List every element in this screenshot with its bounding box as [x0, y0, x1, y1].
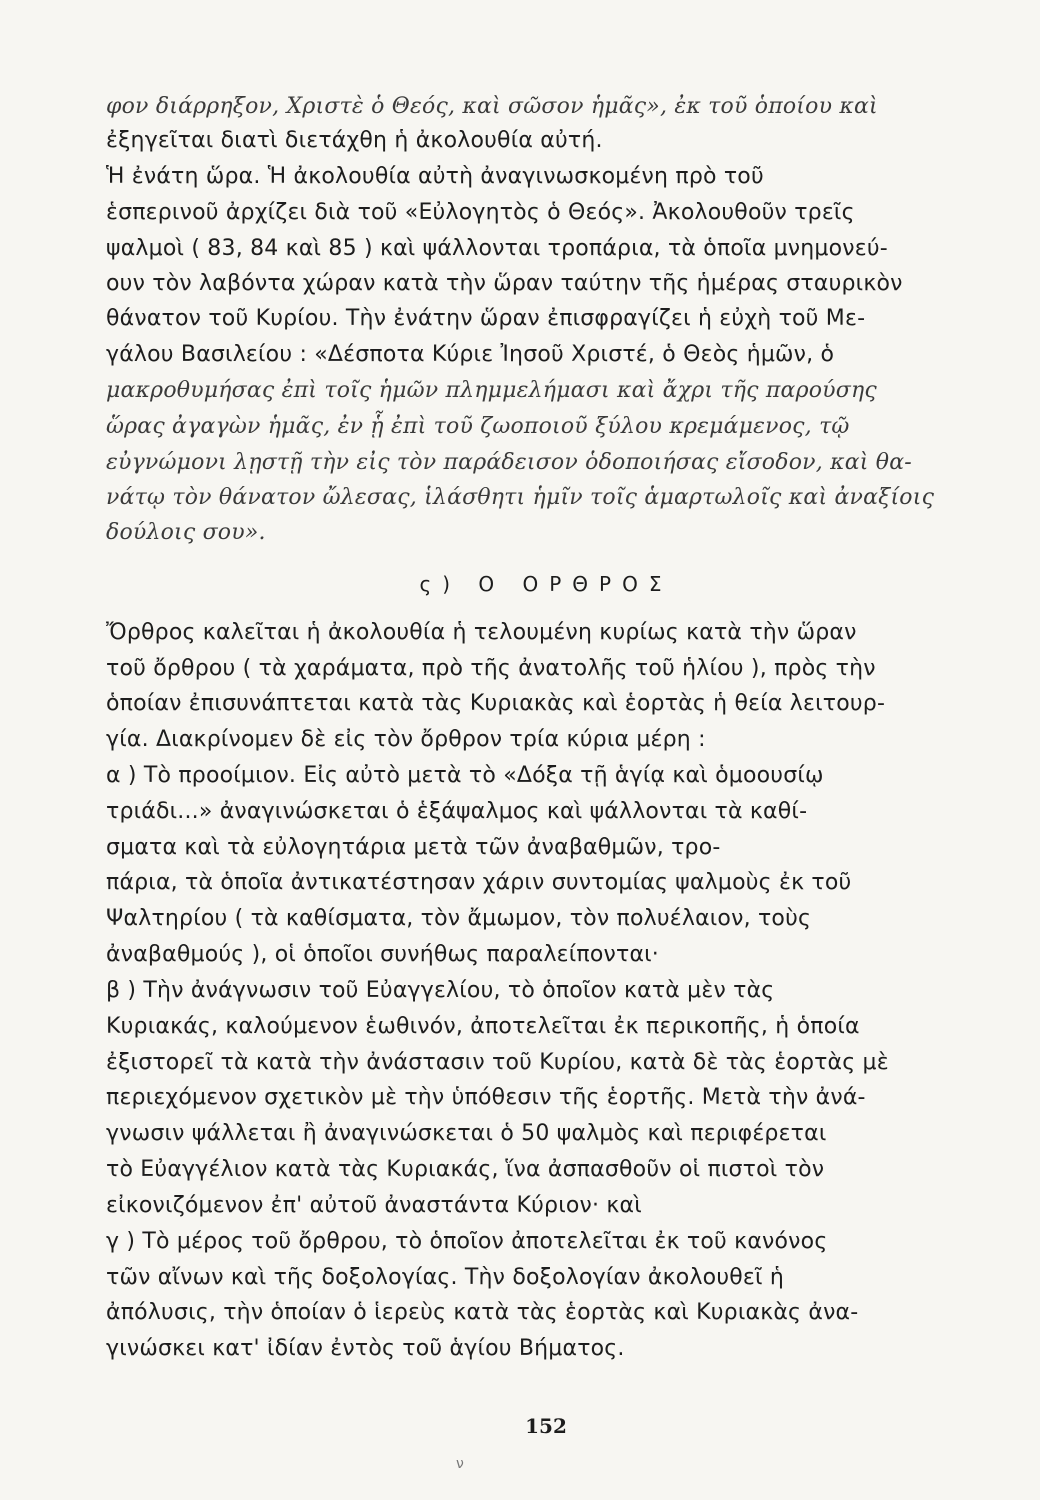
text-line: φον διάρρηξον, Χριστὲ ὁ Θεός, καὶ σῶσον ἡμᾶς», ἐκ τοῦ ὁποίου καὶ — [106, 94, 878, 119]
text-line: ψαλμοὶ ( 83, 84 καὶ 85 ) καὶ ψάλλονται τροπάρια, τὰ ὁποῖα μνημονεύ- — [106, 236, 888, 261]
text-line: γ ) Τὸ μέρος τοῦ ὄρθρου, τὸ ὁποῖον ἀποτελεῖται ἐκ τοῦ κανόνος — [106, 1229, 828, 1254]
text-line: τῶν αἴνων καὶ τῆς δοξολογίας. Τὴν δοξολογίαν ἀκολουθεῖ ἡ — [106, 1265, 784, 1290]
text-line: ἐξηγεῖται διατὶ διετάχθη ἡ ἀκολουθία αὐτή. — [106, 128, 603, 153]
text-line: ἀναβαθμούς ), οἱ ὁποῖοι συνήθως παραλείπονται· — [106, 942, 660, 967]
text-line: ὥρας ἀγαγὼν ἡμᾶς, ἐν ᾗ ἐπὶ τοῦ ζωοποιοῦ ξύλου κρεμάμενος, τῷ — [106, 414, 850, 439]
text-line: ουν τὸν λαβόντα χώραν κατὰ τὴν ὥραν ταύτην τῆς ἡμέρας σταυρικὸν — [106, 271, 903, 296]
text-line: νάτῳ τὸν θάνατον ὤλεσας, ἱλάσθητι ἡμῖν τοῖς ἁμαρτωλοῖς καὶ ἀναξίοις — [106, 485, 935, 510]
text-line: τὸ Εὐαγγέλιον κατὰ τὰς Κυριακάς, ἵνα ἀσπασθοῦν οἱ πιστοὶ τὸν — [106, 1157, 825, 1182]
text-line: Ἡ ἐνάτη ὥρα. Ἡ ἀκολουθία αὐτὴ ἀναγινωσκομένη πρὸ τοῦ — [106, 164, 764, 189]
text-line: γνωσιν ψάλλεται ἢ ἀναγινώσκεται ὁ 50 ψαλμὸς καὶ περιφέρεται — [106, 1121, 827, 1146]
text-line: ἐξιστορεῖ τὰ κατὰ τὴν ἀνάστασιν τοῦ Κυρίου, κατὰ δὲ τὰς ἑορτὰς μὲ — [106, 1050, 889, 1075]
text-line: ἀπόλυσις, τὴν ὁποίαν ὁ ἱερεὺς κατὰ τὰς ἑορτὰς καὶ Κυριακὰς ἀνα- — [106, 1300, 859, 1325]
text-line: γινώσκει κατ' ἰδίαν ἐντὸς τοῦ ἁγίου Βήματος. — [106, 1336, 625, 1361]
text-line: Ὄρθρος καλεῖται ἡ ἀκολουθία ἡ τελουμένη κυρίως κατὰ τὴν ὥραν — [106, 620, 857, 645]
text-line: Ψαλτηρίου ( τὰ καθίσματα, τὸν ἄμωμον, τὸν πολυέλαιον, τοὺς — [106, 906, 812, 931]
text-line: σματα καὶ τὰ εὐλογητάρια μετὰ τῶν ἀναβαθμῶν, τρο- — [106, 835, 721, 860]
text-line: θάνατον τοῦ Κυρίου. Τὴν ἐνάτην ὥραν ἐπισφραγίζει ἡ εὐχὴ τοῦ Με- — [106, 306, 866, 331]
section-heading: ς) Ο ΟΡΘΡΟΣ — [419, 572, 673, 596]
text-line: πάρια, τὰ ὁποῖα ἀντικατέστησαν χάριν συντομίας ψαλμοὺς ἐκ τοῦ — [106, 870, 852, 895]
text-line: τοῦ ὄρθρου ( τὰ χαράματα, πρὸ τῆς ἀνατολῆς τοῦ ἡλίου ), πρὸς τὴν — [106, 656, 876, 681]
text-line: Κυριακάς, καλούμενον ἑωθινόν, ἀποτελεῖται ἐκ περικοπῆς, ἡ ὁποία — [106, 1014, 860, 1039]
text-line: ἑσπερινοῦ ἀρχίζει διὰ τοῦ «Εὐλογητὸς ὁ Θεός». Ἀκολουθοῦν τρεῖς — [106, 200, 855, 225]
text-line: εἰκονιζόμενον ἐπ' αὐτοῦ ἀναστάντα Κύριον· καὶ — [106, 1193, 642, 1218]
page-number: 152 — [525, 1414, 567, 1438]
text-line: τριάδι...» ἀναγινώσκεται ὁ ἑξάψαλμος καὶ ψάλλονται τὰ καθί- — [106, 799, 808, 824]
text-line: δούλοις σου». — [106, 520, 266, 545]
text-line: α ) Τὸ προοίμιον. Εἰς αὐτὸ μετὰ τὸ «Δόξα τῇ ἁγίᾳ καὶ ὁμοουσίῳ — [106, 763, 824, 788]
text-line: εὐγνώμονι λῃστῇ τὴν εἰς τὸν παράδεισον ὁδοποιήσας εἴσοδον, καὶ θα- — [106, 450, 912, 475]
text-line: γάλου Βασιλείου : «Δέσποτα Κύριε Ἰησοῦ Χριστέ, ὁ Θεὸς ἡμῶν, ὁ — [106, 342, 835, 367]
text-line: μακροθυμήσας ἐπὶ τοῖς ἡμῶν πλημμελήμασι καὶ ἄχρι τῆς παρούσης — [106, 378, 877, 403]
text-line: β ) Τὴν ἀνάγνωσιν τοῦ Εὐαγγελίου, τὸ ὁποῖον κατὰ μὲν τὰς — [106, 978, 775, 1003]
text-line: ὁποίαν ἐπισυνάπτεται κατὰ τὰς Κυριακὰς καὶ ἑορτὰς ἡ θεία λειτουρ- — [106, 691, 886, 716]
text-line: περιεχόμενον σχετικὸν μὲ τὴν ὑπόθεσιν τῆς ἑορτῆς. Μετὰ τὴν ἀνά- — [106, 1085, 866, 1110]
text-line: γία. Διακρίνομεν δὲ εἰς τὸν ὄρθρον τρία κύρια μέρη : — [106, 727, 706, 752]
ink-mark: ν — [456, 1456, 464, 1472]
